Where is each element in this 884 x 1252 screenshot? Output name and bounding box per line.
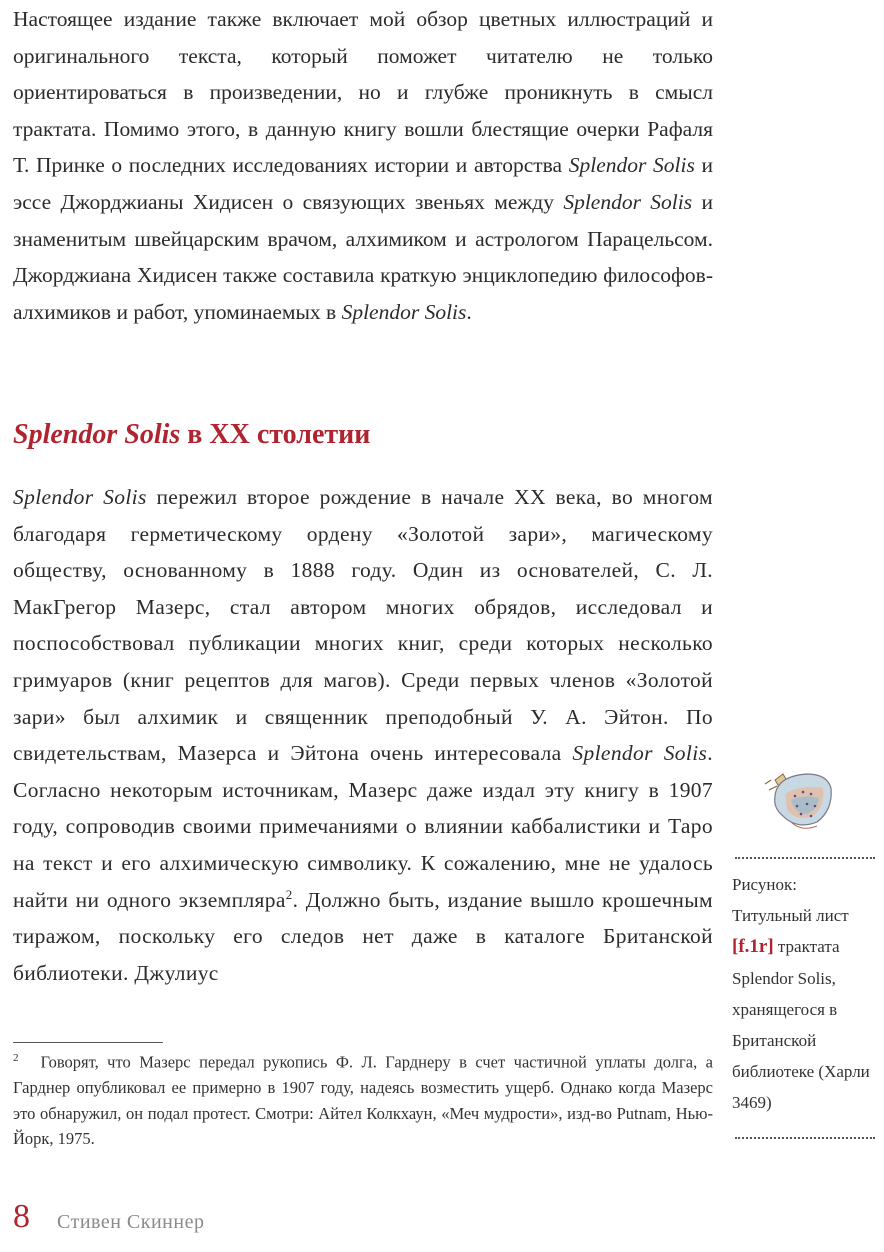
- footnote-reference[interactable]: 2: [285, 886, 293, 902]
- body-text-3: . Должно быть, издание вышло крошечным тиражом, поскольку его следов нет даже в каталоге Британской библиотеки. Джулиус: [13, 887, 713, 985]
- footnote-divider: [13, 1042, 163, 1043]
- manuscript-thumbnail: [761, 766, 841, 843]
- intro-text-3: и знаменитым швейцарским врачом, алхимиком и астрологом Парацельсом. Джорджиана Хидисен также составила краткую энциклопедию философов-алхимиков и работ, упоминаемых в: [13, 189, 713, 324]
- intro-italic-title-1: Splendor Solis: [568, 153, 695, 178]
- intro-text-1: Настоящее издание также включает мой обзор цветных иллюстраций и оригинального текста, который поможет читателю не только ориентироваться в произведении, но и глубже проникнуть в смысл трактата. Помимо этого, в данную книгу вошли блестящие очерки Рафаля Т. Принке о последних исследованиях истории и авторства: [13, 7, 713, 178]
- body-text-1: пережил второе рождение в начале XX века, во многом благодаря герметическому ордену «Золотой зари», магическому обществу, основанному в 1888 году. Один из основателей, С. Л. МакГрегор Мазерс, стал автором многих обрядов, исследовал и поспособствовал публикации многих книг, среди которых несколько гримуаров (книг рецептов для магов). Среди первых членов «Золотой зари» был алхимик и священник преподобный У. А. Эйтон. По свидетельствам, Мазерса и Эйтона очень интересовала: [13, 485, 713, 766]
- running-footer-author: Стивен Скиннер: [57, 1211, 205, 1233]
- section-heading: [13, 419, 370, 451]
- page-number: 8: [13, 1198, 30, 1235]
- body-paragraph: [13, 479, 713, 991]
- footnote: [13, 1046, 713, 1152]
- intro-text-2: и эссе Джорджианы Хидисен о связующих звеньях между: [13, 153, 714, 214]
- intro-paragraph: [13, 1, 713, 330]
- intro-text-4: .: [466, 299, 472, 324]
- section-heading-rest: в XX столетии: [180, 419, 371, 450]
- body-italic-title-1: Splendor Solis: [13, 485, 147, 509]
- body-text-2: . Согласно некоторым источникам, Мазерс даже издал эту книгу в 1907 году, сопроводив своими примечаниями о влиянии каббалистики и Таро на текст и его алхимическую символику. К сожалению, мне не удалось найти ни одного экземпляра: [13, 741, 713, 912]
- caption-divider-top: [735, 857, 875, 859]
- intro-italic-title-3: Splendor Solis: [341, 299, 467, 324]
- caption-divider-bottom: [735, 1137, 875, 1139]
- intro-italic-title-2: Splendor Solis: [563, 189, 693, 214]
- folio-reference: [f.1r]: [732, 936, 774, 958]
- footnote-text: Говорят, что Мазерс передал рукопись Ф. Л. Гарднеру в счет частичной уплаты долга, а Гарднер опубликовал ее примерно в 1907 году, надеясь возместить ущерб. Однако когда Мазерс это обнаружил, он подал протест. Смотри: Айтел Колкхаун, «Меч мудрости», изд-во Putnam, Нью-Йорк, 1975.: [13, 1052, 713, 1148]
- section-heading-italic: Splendor Solis: [13, 419, 181, 450]
- caption-text-1: Рисунок: Титульный лист: [732, 875, 849, 926]
- body-italic-title-2: Splendor Solis: [572, 741, 708, 766]
- footnote-number: 2: [13, 1052, 19, 1064]
- figure-caption: [732, 869, 880, 1119]
- caption-text-2: трактата Splendor Solis, хранящегося в Британской библиотеке (Харли 3469): [732, 937, 870, 1113]
